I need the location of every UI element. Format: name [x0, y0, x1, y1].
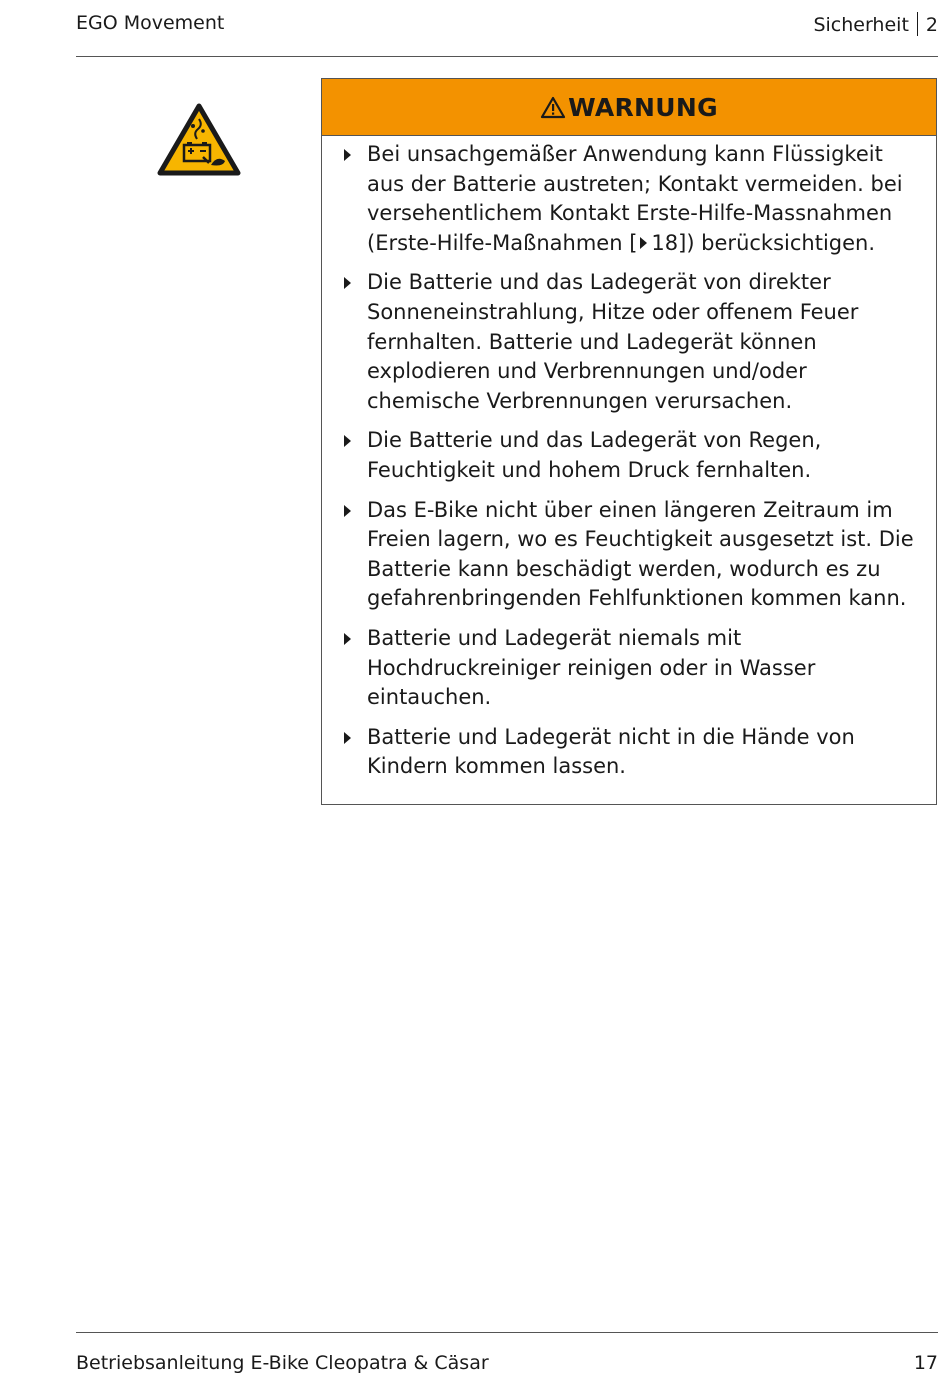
page-number: 17 — [913, 1352, 938, 1374]
chapter-number: 2 — [925, 14, 938, 36]
ref-page: 18] — [651, 230, 687, 255]
bullet-arrow-icon — [344, 732, 351, 744]
list-item — [342, 268, 924, 416]
item-text: Die Batterie und das Ladegerät von direkter Sonneneinstrahlung, Hitze oder offenem Feuer fernhalten. Batterie und Ladegerät können explodieren und Verbrennungen und/oder chemische Verbrennungen verursachen. — [367, 270, 859, 413]
ref-arrow-icon — [640, 237, 647, 249]
battery-acid-hazard-icon — [157, 103, 241, 177]
list-item — [342, 426, 924, 485]
list-item — [342, 496, 924, 614]
footer-rule — [76, 1332, 938, 1333]
warning-list — [322, 136, 936, 804]
warning-title: WARNUNG — [568, 92, 718, 122]
item-text: Die Batterie und das Ladegerät von Regen, Feuchtigkeit und hohem Druck fernhalten. — [367, 428, 822, 482]
list-item — [342, 140, 924, 258]
ref-label: Erste-Hilfe-Maßnahmen [ — [375, 230, 638, 255]
header-brand: EGO Movement — [76, 12, 225, 34]
item-text: Batterie und Ladegerät niemals mit Hochdruckreiniger reinigen oder in Wasser eintauchen. — [367, 625, 816, 710]
item-text-after: ) berücksichtigen. — [686, 230, 876, 255]
item-text-before: Bei unsachgemäßer Anwendung kann Flüssigkeit aus der Batterie austreten; Kontakt vermeiden. bei versehentlichem Kontakt Erste-Hilfe-Massnahmen ( — [367, 142, 903, 255]
warning-box — [321, 78, 937, 805]
bullet-arrow-icon — [344, 277, 351, 289]
bullet-arrow-icon — [344, 505, 351, 517]
header-section — [813, 12, 938, 36]
list-item — [342, 624, 924, 713]
section-title: Sicherheit — [813, 14, 909, 36]
bullet-arrow-icon — [344, 149, 351, 161]
header-rule — [76, 56, 938, 57]
item-text: Batterie und Ladegerät nicht in die Hände von Kindern kommen lassen. — [367, 724, 855, 779]
footer-doc-title: Betriebsanleitung E-Bike Cleopatra & Cäsar — [76, 1352, 489, 1374]
warning-triangle-icon — [540, 96, 566, 119]
header-separator — [917, 12, 918, 36]
list-item — [342, 723, 924, 782]
bullet-arrow-icon — [344, 435, 351, 447]
cross-reference-link[interactable] — [375, 231, 686, 255]
warning-banner — [322, 79, 936, 136]
item-text: Das E-Bike nicht über einen längeren Zeitraum im Freien lagern, wo es Feuchtigkeit ausgesetzt ist. Die Batterie kann beschädigt werden, wodurch es zu gefahrenbringenden Fehlfunktionen kommen kann. — [367, 497, 914, 611]
bullet-arrow-icon — [344, 633, 351, 645]
